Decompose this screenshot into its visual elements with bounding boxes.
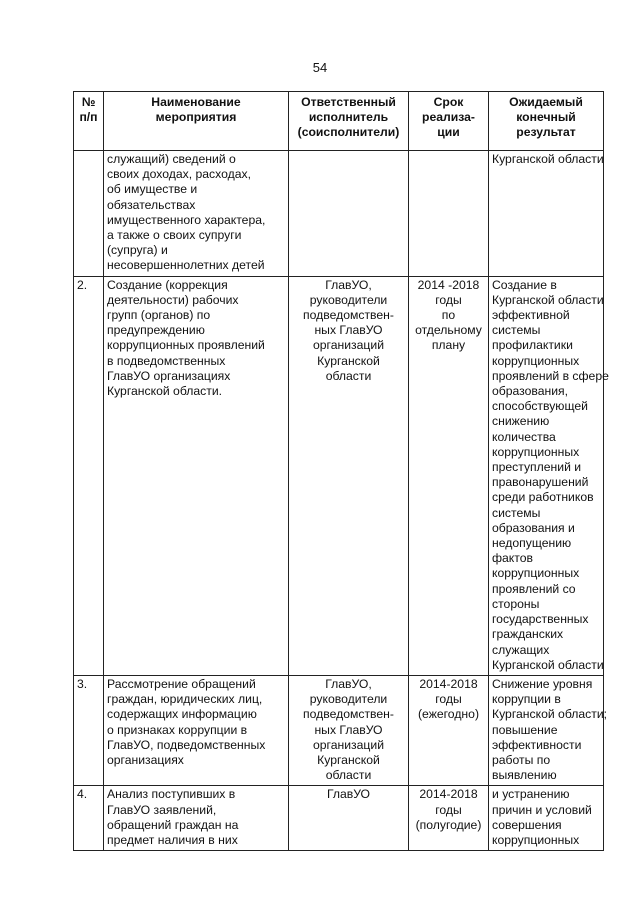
cell-line: гражданских [492,627,564,642]
cell-line: годы [435,292,462,307]
cell-line: 4. [77,787,88,802]
cell-line: совершения [492,817,562,832]
cell-line: Создание в [492,277,557,292]
cell-line: годы [435,802,462,817]
cell-line: коррупционных проявлений [107,338,265,353]
cell-line: подведомствен- [303,308,394,323]
cell-line: № [81,95,96,109]
cell-result [489,675,608,785]
cell-line: реализа- [422,110,475,125]
cell-line: Курганской области [492,152,604,166]
cell-line: ГлавУО заявлений, [107,802,217,817]
cell-line: Курганской [317,353,380,368]
cell-result [489,151,604,277]
cell-line: обращений граждан на [107,817,239,832]
cell-line: фактов [492,551,533,566]
cell-name [104,276,289,675]
cell-line: конечный [516,110,576,125]
cell-line: служащих [492,642,550,657]
cell-line: Наименование [151,95,241,109]
cell-term [409,276,489,675]
cell-term [409,675,489,785]
cell-line: 3. [77,676,88,691]
cell-responsible [289,786,409,851]
cell-line: (полугодие) [415,817,482,832]
cell-line: проявлений в сфере [492,368,609,383]
cell-line: системы [492,505,541,520]
cell-line: своих доходах, расходах, [107,167,251,182]
cell-line: профилактики [492,338,573,353]
header-name [104,92,289,151]
cell-line: ГлавУО, подведомственных [107,737,266,752]
cell-line: плану [431,338,466,353]
cell-line: руководители [309,292,388,307]
cell-name [104,675,289,785]
cell-num [74,276,104,675]
cell-name [104,786,289,851]
cell-line: Снижение уровня [492,676,593,691]
cell-line: образования, [492,384,569,399]
cell-line: Курганской [317,752,380,767]
cell-line: количества [492,429,556,444]
cell-term [409,151,489,277]
cell-line: подведомствен- [303,707,394,722]
cell-term [409,786,489,851]
cell-line: имущественного характера, [107,212,266,227]
cell-line: 2. [77,277,88,292]
cell-line: области [325,768,372,783]
cell-line: недопущению [492,536,572,551]
cell-line: Создание (коррекция [107,277,228,292]
events-table [73,91,609,851]
cell-line: эффективной [492,308,570,323]
cell-line: об имуществе и [107,182,198,197]
cell-line: (ежегодно) [418,707,479,722]
cell-line: предмет наличия в них [107,832,238,847]
cell-responsible [289,675,409,785]
cell-line: деятельности) рабочих [107,292,239,307]
cell-line: снижению [492,414,550,429]
cell-line: организаций [312,737,384,752]
cell-line: результат [516,125,576,140]
cell-line: отдельному [415,323,482,338]
cell-line: в подведомственных [107,353,226,368]
cell-line: коррупционных [492,444,580,459]
cell-result [489,276,609,675]
page-number: 54 [312,60,328,75]
cell-line: ции [437,125,460,140]
table-row [74,276,604,675]
cell-line: Ответственный [301,95,396,109]
cell-line: Курганской области [492,657,604,672]
cell-line: несовершеннолетних детей [107,258,265,273]
cell-responsible [289,276,409,675]
cell-line: Рассмотрение обращений [107,676,256,691]
cell-line: ГлавУО, [325,676,372,691]
table-header-row [74,92,604,151]
cell-line: Курганской области; [492,707,608,722]
cell-line: 2014-2018 [419,676,478,691]
cell-line: правонарушений [492,475,589,490]
cell-line: мероприятия [155,110,237,125]
cell-line: образования и [492,520,575,535]
table-row [74,151,604,277]
cell-line: п/п [79,110,98,125]
cell-line: стороны [492,596,540,611]
cell-line: о признаках коррупции в [107,722,248,737]
cell-line: ных ГлавУО [314,323,383,338]
cell-line: Срок [433,95,464,109]
cell-line: коррупционных [492,353,580,368]
header-responsible [289,92,409,151]
header-result [489,92,604,151]
cell-line: 2014 -2018 [417,277,480,292]
cell-line: исполнитель [308,110,389,125]
cell-line: Курганской области. [107,384,223,399]
cell-line: и устранению [492,787,570,802]
cell-line: проявлений со [492,581,576,596]
cell-line: годы [435,692,462,707]
cell-line: организаций [312,338,384,353]
cell-line: содержащих информацию [107,707,257,722]
cell-line: способствующей [492,399,588,414]
cell-line: среди работников [492,490,594,505]
cell-name [104,151,289,277]
cell-line: (соисполнители) [297,125,400,140]
header-term [409,92,489,151]
cell-line: а также о своих супруги [107,228,242,243]
cell-line: ГлавУО организациях [107,368,231,383]
cell-line: руководители [309,692,388,707]
cell-line: ГлавУО, [325,277,372,292]
cell-line: Курганской области [492,292,604,307]
cell-line: преступлений и [492,460,582,475]
cell-line: Ожидаемый [509,95,583,109]
cell-line: Анализ поступивших в [107,787,236,802]
cell-line: коррупционных [492,832,580,847]
cell-num [74,151,104,277]
cell-line: ГлавУО [326,787,371,802]
cell-line: граждан, юридических лиц, [107,692,263,707]
cell-responsible [289,151,409,277]
cell-line: работы по [492,752,551,767]
cell-line: групп (органов) по [107,308,211,323]
cell-num [74,786,104,851]
cell-line: по [441,308,456,323]
cell-line: обязательствах [107,197,196,212]
cell-num [74,675,104,785]
cell-line: причин и условий [492,802,592,817]
cell-line: 2014-2018 [419,787,478,802]
table-row [74,675,604,785]
cell-line: выявлению [492,768,557,783]
cell-result [489,786,604,851]
cell-line: (супруга) и [107,243,168,258]
cell-line: коррупционных [492,566,580,581]
table-row [74,786,604,851]
cell-line: коррупции в [492,692,561,707]
cell-line: ных ГлавУО [314,722,383,737]
cell-line: области [325,368,372,383]
cell-line: эффективности [492,737,582,752]
cell-line: организациях [107,752,184,767]
cell-line: государственных [492,612,589,627]
cell-line: предупреждению [107,323,205,338]
cell-line: системы [492,323,541,338]
header-num [74,92,104,151]
cell-line: повышение [492,722,558,737]
cell-line: служащий) сведений о [107,152,236,166]
